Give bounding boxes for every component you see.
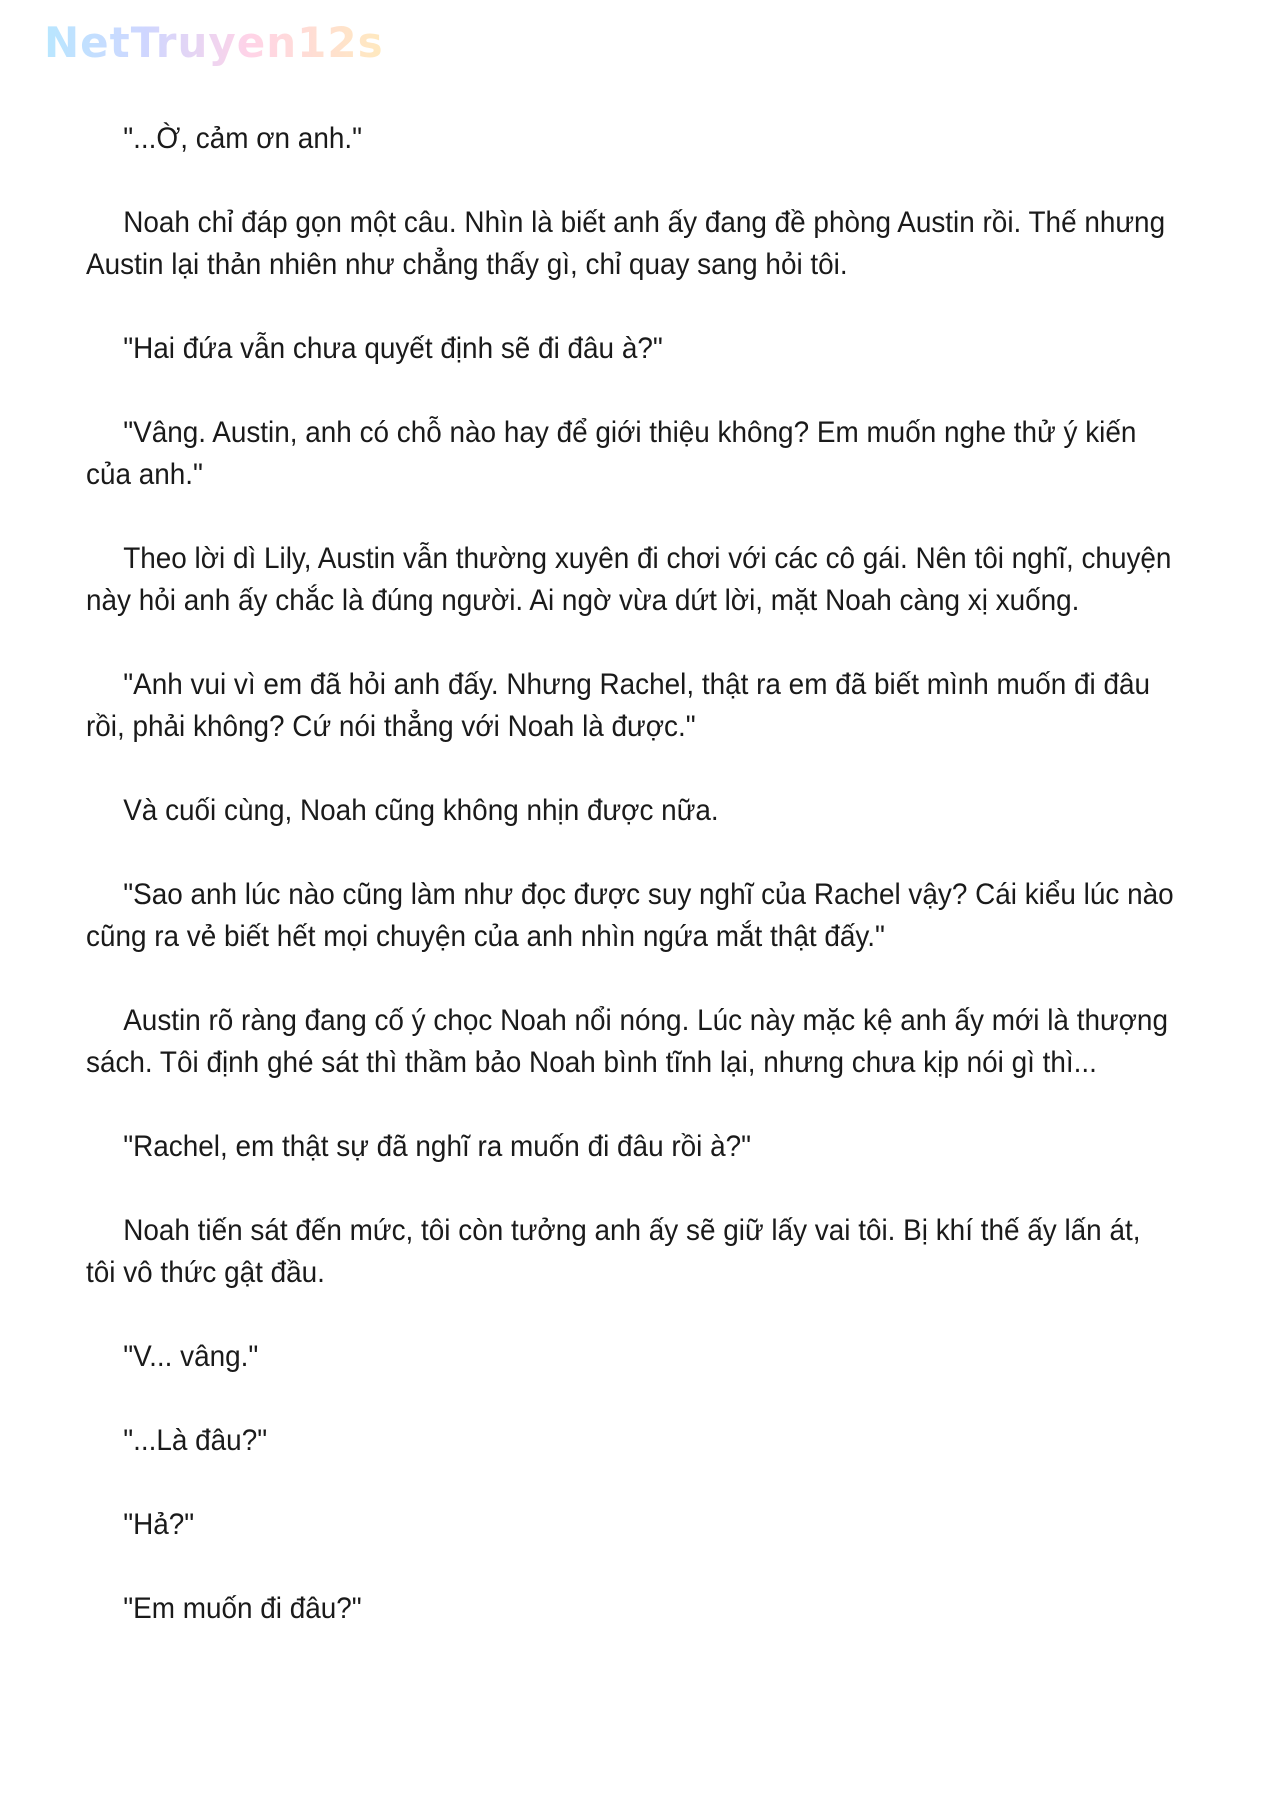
paragraph: Theo lời dì Lily, Austin vẫn thường xuyên đi chơi với các cô gái. Nên tôi nghĩ, chuyện này hỏi anh ấy chắc là đúng người. Ai ngờ vừa dứt lời, mặt Noah càng xị xuống. [86,542,1172,617]
site-watermark: NetTruyen12s [44,18,384,67]
paragraph: "Rachel, em thật sự đã nghĩ ra muốn đi đâu rồi à?" [123,1130,752,1163]
paragraph: Noah chỉ đáp gọn một câu. Nhìn là biết anh ấy đang đề phòng Austin rồi. Thế nhưng Austin lại thản nhiên như chẳng thấy gì, chỉ quay sang hỏi tôi. [86,206,1166,281]
paragraph: "...Là đâu?" [123,1424,268,1457]
paragraph: "V... vâng." [123,1340,259,1373]
paragraph: "Hai đứa vẫn chưa quyết định sẽ đi đâu à?" [123,332,663,365]
paragraph: Austin rõ ràng đang cố ý chọc Noah nổi nóng. Lúc này mặc kệ anh ấy mới là thượng sách. Tôi định ghé sát thì thầm bảo Noah bình tĩnh lại, nhưng chưa kịp nói gì thì... [86,1004,1168,1079]
paragraph: "...Ờ, cảm ơn anh." [123,122,363,155]
paragraph: "Em muốn đi đâu?" [123,1592,362,1625]
paragraph: "Sao anh lúc nào cũng làm như đọc được suy nghĩ của Rachel vậy? Cái kiểu lúc nào cũng ra vẻ biết hết mọi chuyện của anh nhìn ngứa mắt thật đấy." [86,878,1174,953]
paragraph: "Vâng. Austin, anh có chỗ nào hay để giới thiệu không? Em muốn nghe thử ý kiến của anh." [86,416,1137,491]
paragraph: Noah tiến sát đến mức, tôi còn tưởng anh ấy sẽ giữ lấy vai tôi. Bị khí thế ấy lấn át, tôi vô thức gật đầu. [86,1214,1141,1289]
paragraph: "Anh vui vì em đã hỏi anh đấy. Nhưng Rachel, thật ra em đã biết mình muốn đi đâu rồi, phải không? Cứ nói thẳng với Noah là được." [86,668,1151,743]
story-text [86,118,1176,1672]
paragraph: Và cuối cùng, Noah cũng không nhịn được nữa. [123,794,719,827]
paragraph: "Hả?" [123,1508,195,1541]
